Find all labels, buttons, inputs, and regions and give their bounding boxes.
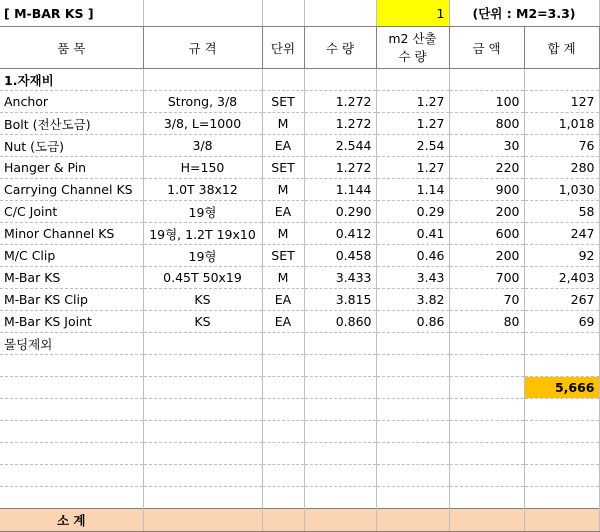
empty-cell[interactable]: [143, 0, 262, 27]
cell-m2[interactable]: 0.46: [376, 245, 449, 267]
empty-cell[interactable]: [304, 421, 376, 443]
empty-cell[interactable]: [304, 377, 376, 399]
empty-cell[interactable]: [143, 399, 262, 421]
empty-cell[interactable]: [143, 69, 262, 91]
empty-cell[interactable]: [524, 487, 599, 509]
empty-cell[interactable]: [0, 487, 143, 509]
cell-unit[interactable]: SET: [262, 245, 304, 267]
empty-cell[interactable]: [376, 465, 449, 487]
empty-cell[interactable]: [143, 487, 262, 509]
cell-total[interactable]: 127: [524, 91, 599, 113]
cell-m2[interactable]: 1.27: [376, 91, 449, 113]
empty-cell[interactable]: [143, 333, 262, 355]
cell-m2[interactable]: 3.43: [376, 267, 449, 289]
empty-cell[interactable]: [449, 355, 524, 377]
cell-item[interactable]: M/C Clip: [0, 245, 143, 267]
cell-m2[interactable]: 0.29: [376, 201, 449, 223]
cell-qty[interactable]: 1.272: [304, 91, 376, 113]
cell-m2[interactable]: 1.14: [376, 179, 449, 201]
cell-item[interactable]: C/C Joint: [0, 201, 143, 223]
empty-cell[interactable]: [262, 399, 304, 421]
empty-cell[interactable]: [376, 333, 449, 355]
cell-spec[interactable]: KS: [143, 289, 262, 311]
cell-item[interactable]: Bolt (전산도금): [0, 113, 143, 135]
cell-price[interactable]: 900: [449, 179, 524, 201]
empty-cell[interactable]: [262, 377, 304, 399]
cell-spec[interactable]: 3/8, L=1000: [143, 113, 262, 135]
cell-unit[interactable]: M: [262, 179, 304, 201]
cell-item[interactable]: Nut (도금): [0, 135, 143, 157]
header-row: [0, 27, 599, 69]
blank-row: [0, 465, 599, 487]
empty-cell[interactable]: [449, 421, 524, 443]
sum-total-cell[interactable]: 5,666: [524, 377, 599, 399]
empty-cell[interactable]: [449, 377, 524, 399]
empty-cell[interactable]: [304, 355, 376, 377]
cell-item[interactable]: M-Bar KS: [0, 267, 143, 289]
header-unit[interactable]: 단위: [262, 27, 304, 69]
cell-total[interactable]: 1,030: [524, 179, 599, 201]
empty-cell[interactable]: [304, 399, 376, 421]
cell-total[interactable]: 76: [524, 135, 599, 157]
cell-unit[interactable]: SET: [262, 157, 304, 179]
table-row: [0, 179, 599, 201]
empty-cell[interactable]: [524, 509, 599, 532]
cell-spec[interactable]: KS: [143, 311, 262, 333]
empty-cell[interactable]: [262, 487, 304, 509]
empty-cell[interactable]: [262, 421, 304, 443]
cell-price[interactable]: 70: [449, 289, 524, 311]
header-m2-qty[interactable]: [376, 27, 449, 69]
empty-cell[interactable]: [0, 399, 143, 421]
cell-price[interactable]: 800: [449, 113, 524, 135]
cell-item[interactable]: M-Bar KS Clip: [0, 289, 143, 311]
table-row: [0, 135, 599, 157]
header-qty[interactable]: 수 량: [304, 27, 376, 69]
cell-total[interactable]: 69: [524, 311, 599, 333]
cell-price[interactable]: 100: [449, 91, 524, 113]
header-m2-line2: 수 량: [398, 48, 427, 64]
cell-unit[interactable]: M: [262, 223, 304, 245]
empty-cell[interactable]: [449, 333, 524, 355]
empty-cell[interactable]: [143, 509, 262, 532]
empty-cell[interactable]: [376, 399, 449, 421]
cell-qty[interactable]: 1.144: [304, 179, 376, 201]
cell-m2[interactable]: 3.82: [376, 289, 449, 311]
cell-m2[interactable]: 0.86: [376, 311, 449, 333]
section-label[interactable]: 1.자재비: [0, 69, 143, 91]
empty-cell[interactable]: [262, 355, 304, 377]
cell-spec[interactable]: 19형: [143, 201, 262, 223]
empty-cell[interactable]: [524, 399, 599, 421]
cell-spec[interactable]: 3/8: [143, 135, 262, 157]
empty-cell[interactable]: [524, 443, 599, 465]
cell-qty[interactable]: 2.544: [304, 135, 376, 157]
table-row: [0, 245, 599, 267]
cell-spec[interactable]: H=150: [143, 157, 262, 179]
cell-spec[interactable]: 0.45T 50x19: [143, 267, 262, 289]
empty-cell[interactable]: [143, 443, 262, 465]
empty-cell[interactable]: [449, 399, 524, 421]
empty-cell[interactable]: [0, 465, 143, 487]
cell-price[interactable]: 200: [449, 245, 524, 267]
cell-price[interactable]: 220: [449, 157, 524, 179]
blank-row: [0, 399, 599, 421]
empty-cell[interactable]: [262, 465, 304, 487]
table-row: [0, 201, 599, 223]
empty-cell[interactable]: [449, 443, 524, 465]
empty-cell[interactable]: [262, 69, 304, 91]
cell-m2[interactable]: 0.41: [376, 223, 449, 245]
empty-cell[interactable]: [449, 465, 524, 487]
empty-cell[interactable]: [524, 333, 599, 355]
empty-cell[interactable]: [304, 465, 376, 487]
subtotal-row: [0, 509, 599, 532]
title-row: [0, 0, 599, 27]
cell-m2[interactable]: 1.27: [376, 157, 449, 179]
cell-item[interactable]: Anchor: [0, 91, 143, 113]
table-row: [0, 289, 599, 311]
cell-unit[interactable]: EA: [262, 311, 304, 333]
cell-unit[interactable]: SET: [262, 91, 304, 113]
empty-cell[interactable]: [0, 355, 143, 377]
header-spec[interactable]: 규 격: [143, 27, 262, 69]
unit-count-cell[interactable]: 1: [376, 0, 449, 27]
empty-cell[interactable]: [376, 509, 449, 532]
cell-total[interactable]: 267: [524, 289, 599, 311]
cell-item[interactable]: M-Bar KS Joint: [0, 311, 143, 333]
cell-spec[interactable]: 19형, 1.2T 19x10: [143, 223, 262, 245]
table-row: [0, 267, 599, 289]
cell-qty[interactable]: 3.433: [304, 267, 376, 289]
cell-item[interactable]: Minor Channel KS: [0, 223, 143, 245]
empty-cell[interactable]: [524, 465, 599, 487]
cell-price[interactable]: 600: [449, 223, 524, 245]
cell-spec[interactable]: 1.0T 38x12: [143, 179, 262, 201]
cell-m2[interactable]: 2.54: [376, 135, 449, 157]
cell-qty[interactable]: 0.458: [304, 245, 376, 267]
blank-row: [0, 421, 599, 443]
item-rows: [0, 91, 599, 333]
cell-unit[interactable]: EA: [262, 135, 304, 157]
empty-cell[interactable]: [376, 443, 449, 465]
empty-cell[interactable]: [449, 487, 524, 509]
empty-cell[interactable]: [304, 487, 376, 509]
subtotal-label[interactable]: 소 계: [0, 509, 143, 532]
table-row: [0, 91, 599, 113]
empty-cell[interactable]: [449, 69, 524, 91]
cell-price[interactable]: 30: [449, 135, 524, 157]
empty-cell[interactable]: [0, 421, 143, 443]
cell-spec[interactable]: 19형: [143, 245, 262, 267]
cell-qty[interactable]: 0.860: [304, 311, 376, 333]
cell-total[interactable]: 58: [524, 201, 599, 223]
empty-cell[interactable]: [524, 355, 599, 377]
empty-cell[interactable]: [262, 443, 304, 465]
cell-total[interactable]: 2,403: [524, 267, 599, 289]
cell-total[interactable]: 1,018: [524, 113, 599, 135]
cell-m2[interactable]: 1.27: [376, 113, 449, 135]
empty-cell[interactable]: [262, 0, 304, 27]
empty-cell[interactable]: [304, 0, 376, 27]
empty-cell[interactable]: [376, 355, 449, 377]
empty-cell[interactable]: [304, 69, 376, 91]
cell-price[interactable]: 200: [449, 201, 524, 223]
sum-row: [0, 377, 599, 399]
cell-qty[interactable]: 0.412: [304, 223, 376, 245]
empty-cell[interactable]: [143, 355, 262, 377]
cell-total[interactable]: 92: [524, 245, 599, 267]
table-row: [0, 223, 599, 245]
empty-cell[interactable]: [376, 421, 449, 443]
cell-unit[interactable]: EA: [262, 289, 304, 311]
empty-cell[interactable]: [524, 69, 599, 91]
empty-cell[interactable]: [0, 443, 143, 465]
cell-spec[interactable]: Strong, 3/8: [143, 91, 262, 113]
cell-qty[interactable]: 1.272: [304, 157, 376, 179]
cell-item[interactable]: Carrying Channel KS: [0, 179, 143, 201]
cell-price[interactable]: 700: [449, 267, 524, 289]
table-row: [0, 311, 599, 333]
cell-qty[interactable]: 1.272: [304, 113, 376, 135]
note-row: [0, 333, 599, 355]
cell-item[interactable]: Hanger & Pin: [0, 157, 143, 179]
sheet-title[interactable]: [ M-BAR KS ]: [0, 0, 143, 27]
note-cell[interactable]: 몰딩제외: [0, 333, 143, 355]
cell-unit[interactable]: M: [262, 267, 304, 289]
blank-row: [0, 355, 599, 377]
empty-cell[interactable]: [262, 509, 304, 532]
empty-cell[interactable]: [524, 421, 599, 443]
header-item[interactable]: 품 목: [0, 27, 143, 69]
header-price[interactable]: 금 액: [449, 27, 524, 69]
cell-unit[interactable]: EA: [262, 201, 304, 223]
empty-cell[interactable]: [376, 487, 449, 509]
empty-cell[interactable]: [449, 509, 524, 532]
empty-cell[interactable]: [143, 377, 262, 399]
empty-cell[interactable]: [304, 443, 376, 465]
empty-cell[interactable]: [376, 69, 449, 91]
empty-cell[interactable]: [143, 421, 262, 443]
cell-qty[interactable]: 3.815: [304, 289, 376, 311]
cell-price[interactable]: 80: [449, 311, 524, 333]
empty-cell[interactable]: [376, 377, 449, 399]
header-m2-line1: m2 산출: [388, 30, 437, 46]
cell-total[interactable]: 247: [524, 223, 599, 245]
header-total[interactable]: 합 계: [524, 27, 599, 69]
cell-total[interactable]: 280: [524, 157, 599, 179]
empty-cell[interactable]: [304, 333, 376, 355]
empty-cell[interactable]: [304, 509, 376, 532]
table-row: [0, 157, 599, 179]
empty-cell[interactable]: [0, 377, 143, 399]
empty-cell[interactable]: [143, 465, 262, 487]
table-row: [0, 113, 599, 135]
section-row: [0, 69, 599, 91]
blank-row: [0, 443, 599, 465]
cell-unit[interactable]: M: [262, 113, 304, 135]
cell-qty[interactable]: 0.290: [304, 201, 376, 223]
unit-note[interactable]: (단위 : M2=3.3): [449, 0, 599, 27]
blank-row: [0, 487, 599, 509]
empty-cell[interactable]: [262, 333, 304, 355]
